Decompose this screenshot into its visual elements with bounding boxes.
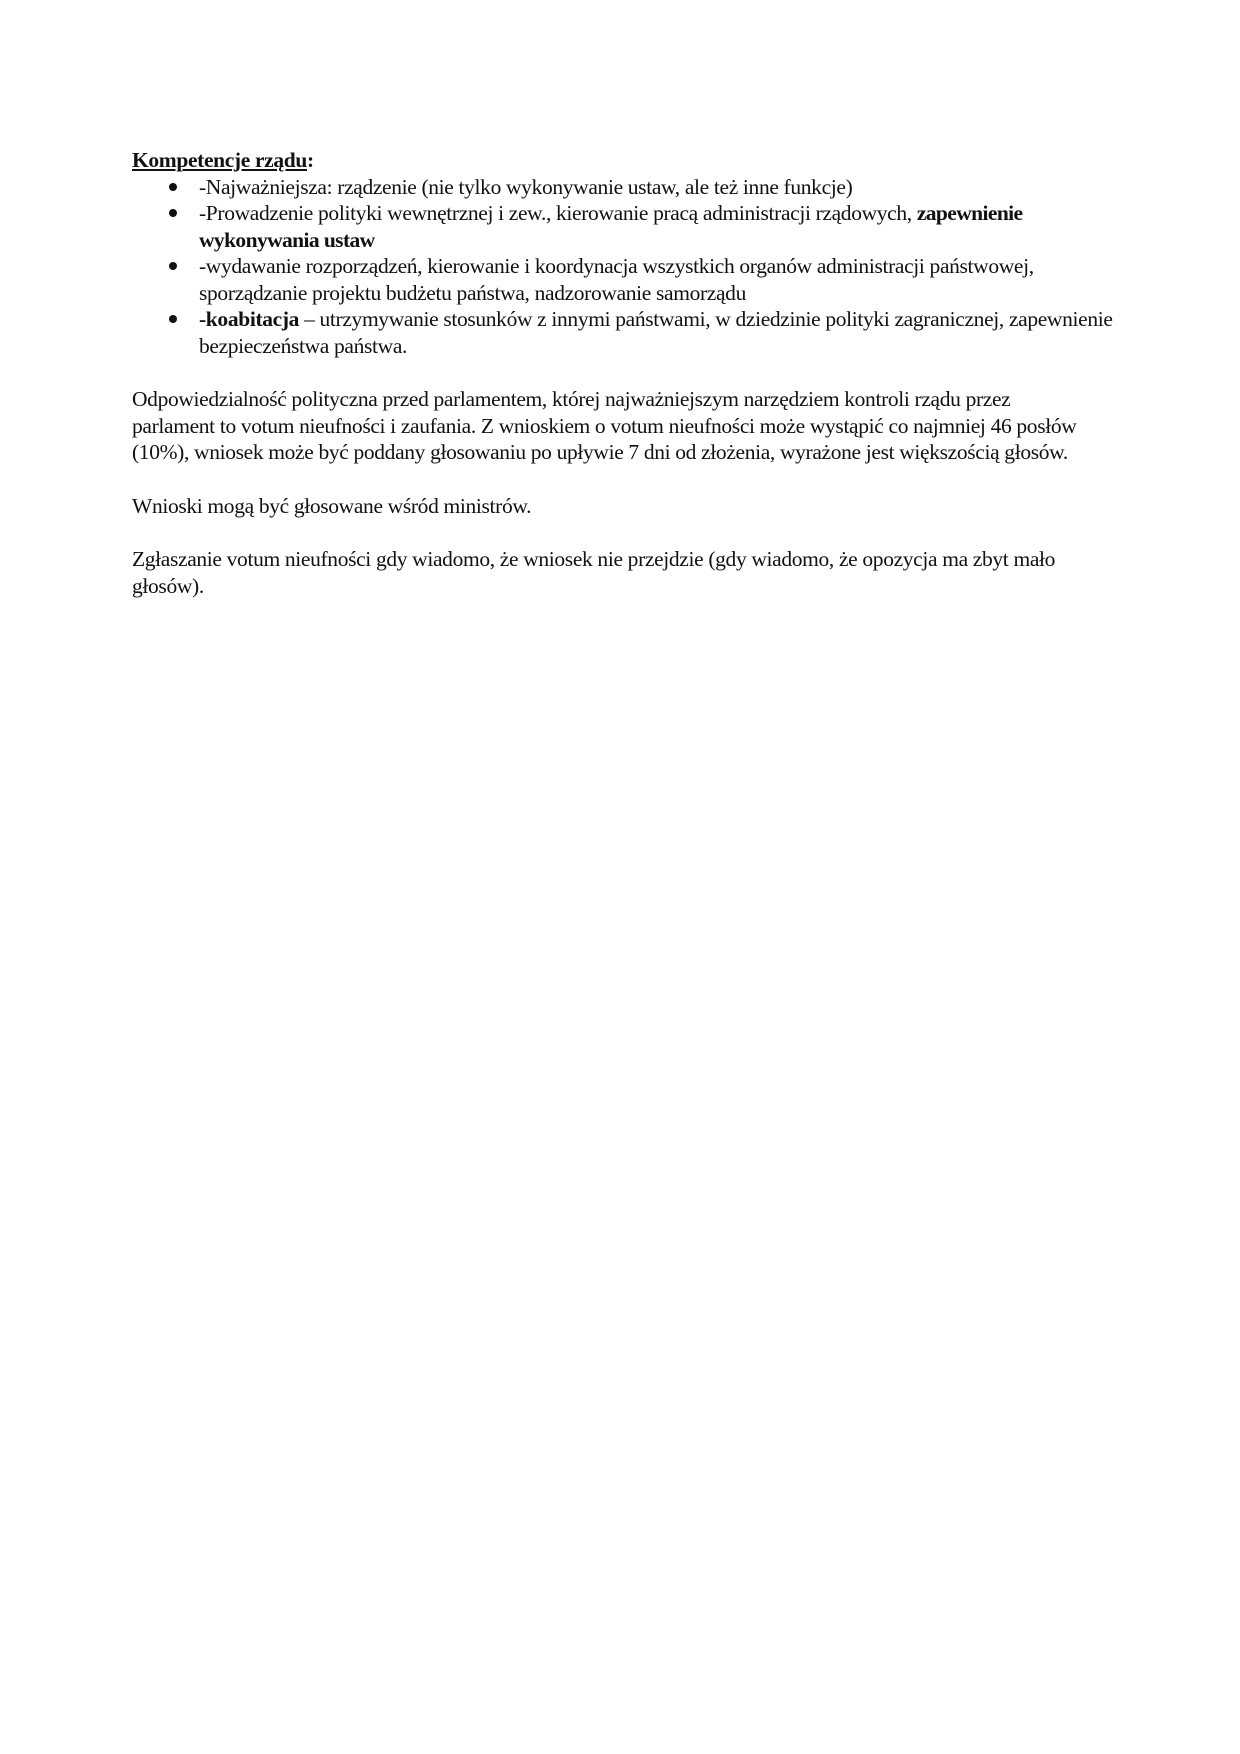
list-item	[132, 174, 1119, 201]
paragraph-responsibility: Odpowiedzialność polityczna przed parlamentem, której najważniejszym narzędziem kontroli rządu przez parlament to votum nieufności i zaufania. Z wnioskiem o votum nieufności może wystąpić co najmniej 46 posłów (10%), wniosek może być poddany głosowaniu po upływie 7 dni od złożenia, wyrażone jest większością głosów.	[132, 387, 1077, 464]
document-body	[132, 147, 1113, 599]
bullet-icon	[169, 183, 177, 191]
bullet-icon	[169, 262, 177, 270]
paragraph-no-confidence: Zgłaszanie votum nieufności gdy wiadomo, że wniosek nie przejdzie (gdy wiadomo, że opozycja ma zbyt mało głosów).	[132, 547, 1056, 598]
bullet-icon	[169, 209, 177, 217]
list-item-text: – utrzymywanie stosunków z innymi państwami, w dziedzinie polityki zagranicznej, zapewnienie bezpieczeństwa państwa.	[199, 307, 1113, 358]
list-item-text: -Najważniejsza: rządzenie (nie tylko wykonywanie ustaw, ale też inne funkcje)	[199, 174, 853, 199]
list-item-text: -wydawanie rozporządzeń, kierowanie i koordynacja wszystkich organów administracji państwowej, sporządzanie projektu budżetu państwa, nadzorowanie samorządu	[199, 254, 1034, 305]
paragraph-ministers: Wnioski mogą być głosowane wśród ministrów.	[132, 493, 532, 518]
list-item	[132, 306, 1119, 359]
list-item-bold-tail: zapewnienie wykonywania ustaw	[199, 201, 1023, 252]
list-item-bold-prefix: -koabitacja	[199, 307, 300, 331]
list-item	[132, 253, 1119, 306]
list-item-text: -Prowadzenie polityki wewnętrznej i zew., kierowanie pracą administracji rządowych,	[199, 201, 917, 225]
section-heading	[132, 147, 1092, 174]
competencies-list	[132, 174, 1113, 360]
heading-colon: :	[306, 148, 314, 172]
list-item	[132, 200, 1119, 253]
bullet-icon	[169, 315, 177, 323]
heading-text: Kompetencje rządu	[132, 148, 307, 172]
